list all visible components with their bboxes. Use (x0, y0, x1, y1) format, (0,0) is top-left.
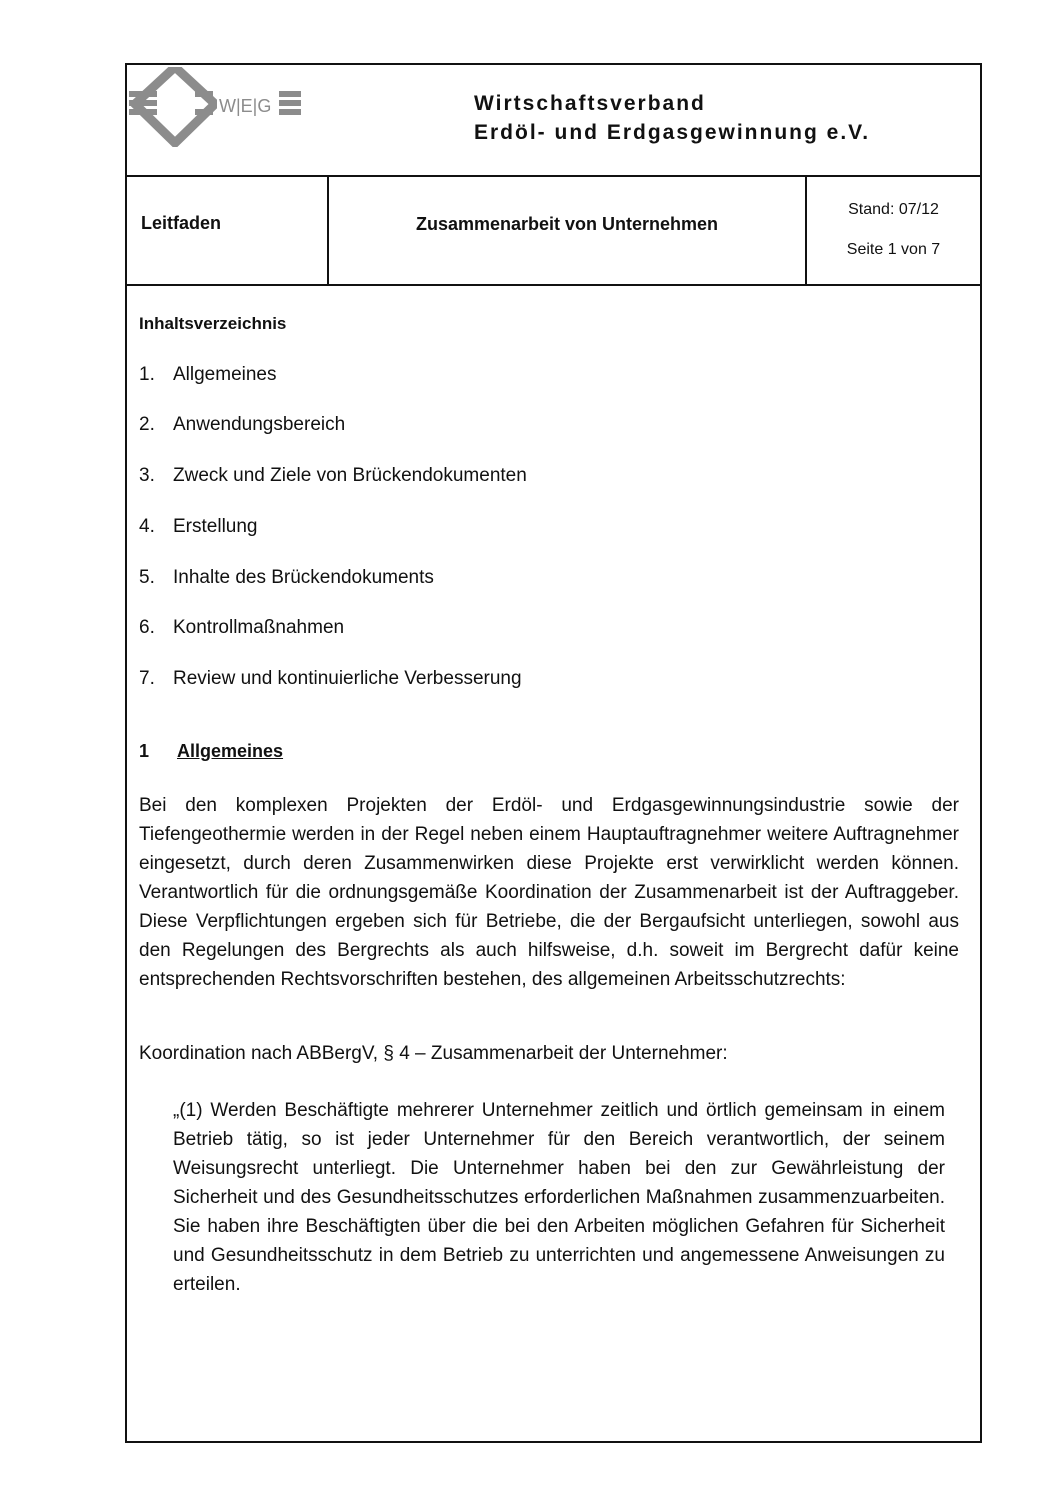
doc-meta-cell (807, 177, 980, 284)
toc-item: 2. Anwendungsbereich (139, 414, 346, 435)
header-info-row (127, 177, 980, 286)
document-frame (125, 63, 982, 1443)
organization-name (474, 89, 870, 147)
section-number: 1 (139, 741, 150, 761)
legal-quote: „(1) Werden Beschäftigte mehrerer Unternehmer zeitlich und örtlich gemeinsam in einem Betrieb tätig, so ist jeder Unternehmer für den Bereich verantwortlich, der seinem Weisungsrecht unterliegt. Die Unternehmer haben bei den zur Gewährleistung der Sicherheit und des Gesundheitsschutzes erforderlichen Maßnahmen zusammenzuarbeiten. Sie haben ihre Beschäftigten über die bei den Arbeiten möglichen Gefahren für Sicherheit und Gesundheitsschutz in dem Betrieb zu unterrichten und angemessene Anweisungen zu erteilen. (173, 1100, 945, 1295)
header-top (127, 65, 980, 177)
weg-logo (129, 67, 304, 147)
doc-type: Leitfaden (141, 213, 222, 233)
toc-item: 7. Review und kontinuierliche Verbesserung (139, 668, 522, 689)
doc-title: Zusammenarbeit von Unternehmen (415, 214, 719, 234)
toc-item: 6. Kontrollmaßnahmen (139, 617, 345, 638)
page-number: Seite 1 von 7 (846, 241, 941, 258)
toc-item: 3. Zweck und Ziele von Brückendokumenten (139, 465, 527, 486)
toc-item: 4. Erstellung (139, 516, 258, 537)
org-line-1: Wirtschaftsverband (474, 92, 706, 115)
toc-item: 5. Inhalte des Brückendokuments (139, 567, 434, 588)
doc-stand: Stand: 07/12 (848, 201, 939, 218)
logo-text: W|E|G (219, 96, 272, 116)
toc-heading: Inhaltsverzeichnis (139, 314, 287, 333)
section-paragraph: Bei den komplexen Projekten der Erdöl- und Erdgasgewinnungsindustrie sowie der Tiefengeothermie werden in der Regel neben einem Hauptauftragnehmer weitere Auftragnehmer eingesetzt, durch deren Zusammenwirken diese Projekte erst verwirklicht werden können. Verantwortlich für die ordnungsgemäße Koordination der Zusammenarbeit ist der Auftraggeber. Diese Verpflichtungen ergeben sich für Betriebe, die der Bergaufsicht unterliegen, sowohl aus den Regelungen des Bergrechts als auch hilfsweise, d.h. soweit im Bergrecht dafür keine entsprechenden Rechtsvorschriften bestehen, des allgemeinen Arbeitsschutzrechts: (139, 795, 959, 990)
section-intro-line: Koordination nach ABBergV, § 4 – Zusammenarbeit der Unternehmer: (139, 1043, 728, 1064)
doc-type-cell (127, 177, 329, 284)
section-title: Allgemeines (177, 741, 284, 761)
org-line-2: Erdöl- und Erdgasgewinnung e.V. (474, 121, 871, 144)
toc-item: 1. Allgemeines (139, 364, 277, 385)
doc-title-cell (329, 177, 807, 284)
